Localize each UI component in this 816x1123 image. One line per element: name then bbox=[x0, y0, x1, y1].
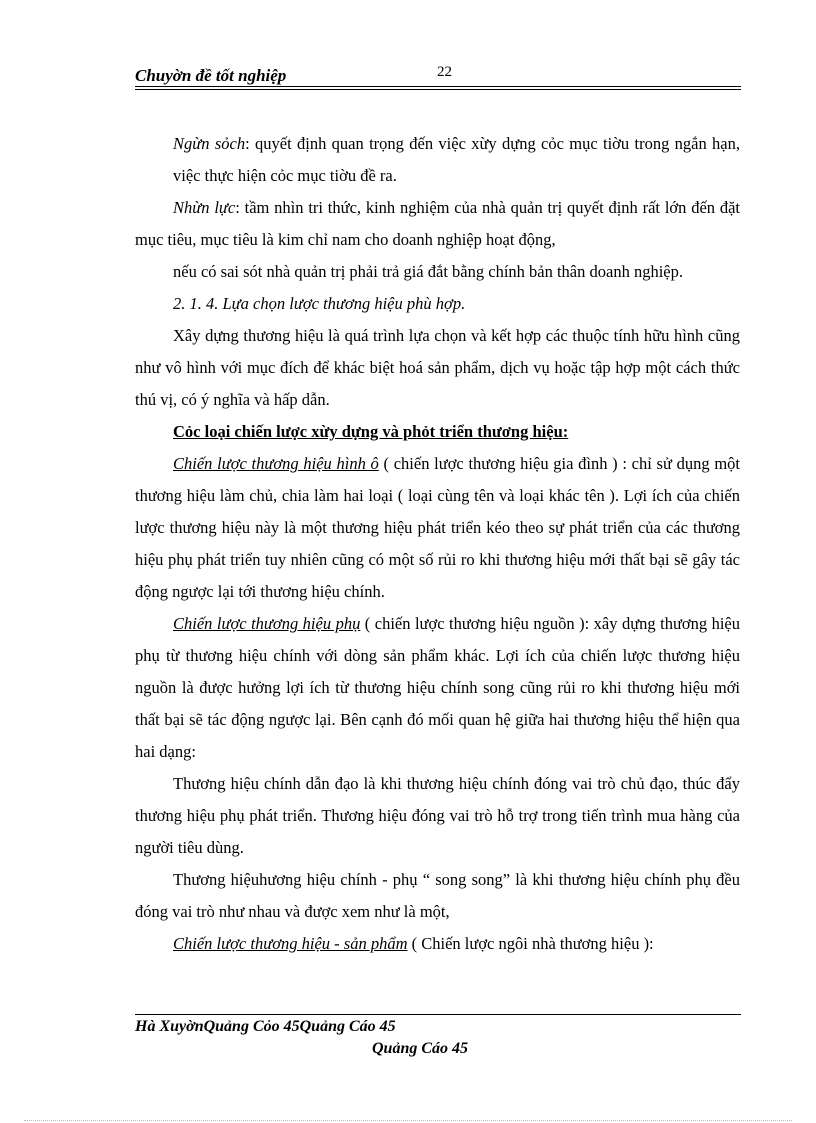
footer-line-2: Quảng Cáo 45 bbox=[372, 1040, 469, 1057]
document-body bbox=[135, 128, 740, 960]
term-sub-brand-strategy: Chiến lược thương hiệu phụ bbox=[173, 614, 361, 633]
section-heading bbox=[135, 288, 740, 320]
paragraph-risk: nếu có sai sót nhà quản trị phải trả giá đắt bằng chính bản thân doanh nghiệp. bbox=[173, 262, 683, 281]
paragraph-budget bbox=[135, 128, 740, 192]
paragraph-human-resources bbox=[135, 192, 740, 256]
term-budget: Ngừn sỏch bbox=[173, 134, 246, 153]
page-edge-line bbox=[24, 1120, 792, 1121]
page-header bbox=[135, 62, 741, 90]
footer-rule bbox=[135, 1014, 741, 1015]
paragraph-brand-building: Xây dựng thương hiệu là quá trình lựa chọn và kết hợp các thuộc tính hữu hình cũng như vô hình với mục đích để khác biệt hoá sản phẩm, dịch vụ hoặc tập hợp một cách thức thú vị, có ý nghĩa và hấp dẫn. bbox=[135, 326, 740, 409]
section-heading-text: 2. 1. 4. Lựa chọn lược thương hiệu phù hợp. bbox=[173, 294, 466, 313]
term-product-strategy: Chiến lược thương hiệu - sản phẩm bbox=[173, 934, 408, 953]
paragraph-lead-brand: Thương hiệu chính dẫn đạo là khi thương hiệu chính đóng vai trò chủ đạo, thúc đẩy thương hiệu phụ phát triển. Thương hiệu đóng vai trò hỗ trợ trong tiến trình mua hàng của người tiêu dùng. bbox=[135, 774, 740, 857]
strategy-heading bbox=[135, 416, 740, 448]
text-product-strategy: ( Chiến lược ngôi nhà thương hiệu ): bbox=[407, 934, 654, 953]
text-sub-brand-strategy: ( chiến lược thương hiệu nguồn ): xây dựng thương hiệu phụ từ thương hiệu chính với dòng sản phẩm khác. Lợi ích của chiến lược thương hiệu nguồn là được hưởng lợi ích từ thương hiệu chính song cũng rủi ro khi thương hiệu mới thất bại sẽ tác động ngược lại. Bên cạnh đó mối quan hệ giữa hai thương hiệu thể hiện qua hai dạng: bbox=[135, 614, 740, 761]
header-title: Chuyờn đề tốt nghiệp bbox=[135, 66, 287, 85]
strategy-heading-text: Cỏc loại chiến lược xừy dựng và phỏt triển thương hiệu: bbox=[173, 422, 569, 441]
page-number: 22 bbox=[437, 64, 452, 80]
header-rule-bottom bbox=[135, 89, 741, 90]
text-human-resources: : tầm nhìn tri thức, kinh nghiệm của nhà quản trị quyết định rất lớn đến đặt mục tiêu, mục tiêu là kim chỉ nam cho doanh nghiệp hoạt động, bbox=[135, 198, 740, 249]
footer-line-1: Hà XuyờnQuảng Cỏo 45Quảng Cáo 45 bbox=[135, 1018, 396, 1035]
text-budget: : quyết định quan trọng đến việc xừy dựng cỏc mục tiờu trong ngắn hạn, việc thực hiện cỏc mục tiờu đề ra. bbox=[173, 134, 741, 185]
term-umbrella-strategy: Chiến lược thương hiệu hình ô bbox=[173, 454, 379, 473]
paragraph-product-strategy bbox=[135, 928, 740, 960]
text-umbrella-strategy: ( chiến lược thương hiệu gia đình ) : chỉ sử dụng một thương hiệu làm chủ, chia làm hai loại ( loại cùng tên và loại khác tên ). Lợi ích của chiến lược thương hiệu này là một thương hiệu phát triển kéo theo sự phát triển của các thương hiệu phụ phát triển tuy nhiên cũng có một số rủi ro khi thương hiệu mới thất bại sẽ gây tác động ngược lại tới thương hiệu chính. bbox=[135, 454, 740, 601]
paragraph-sub-brand-strategy bbox=[135, 608, 740, 768]
term-human-resources: Nhừn lực bbox=[173, 198, 236, 217]
header-rule-top bbox=[135, 86, 741, 87]
paragraph-parallel-brand: Thương hiệuhương hiệu chính - phụ “ song song” là khi thương hiệu chính phụ đều đóng vai trò như nhau và được xem như là một, bbox=[135, 870, 740, 921]
paragraph-umbrella-strategy bbox=[135, 448, 740, 608]
